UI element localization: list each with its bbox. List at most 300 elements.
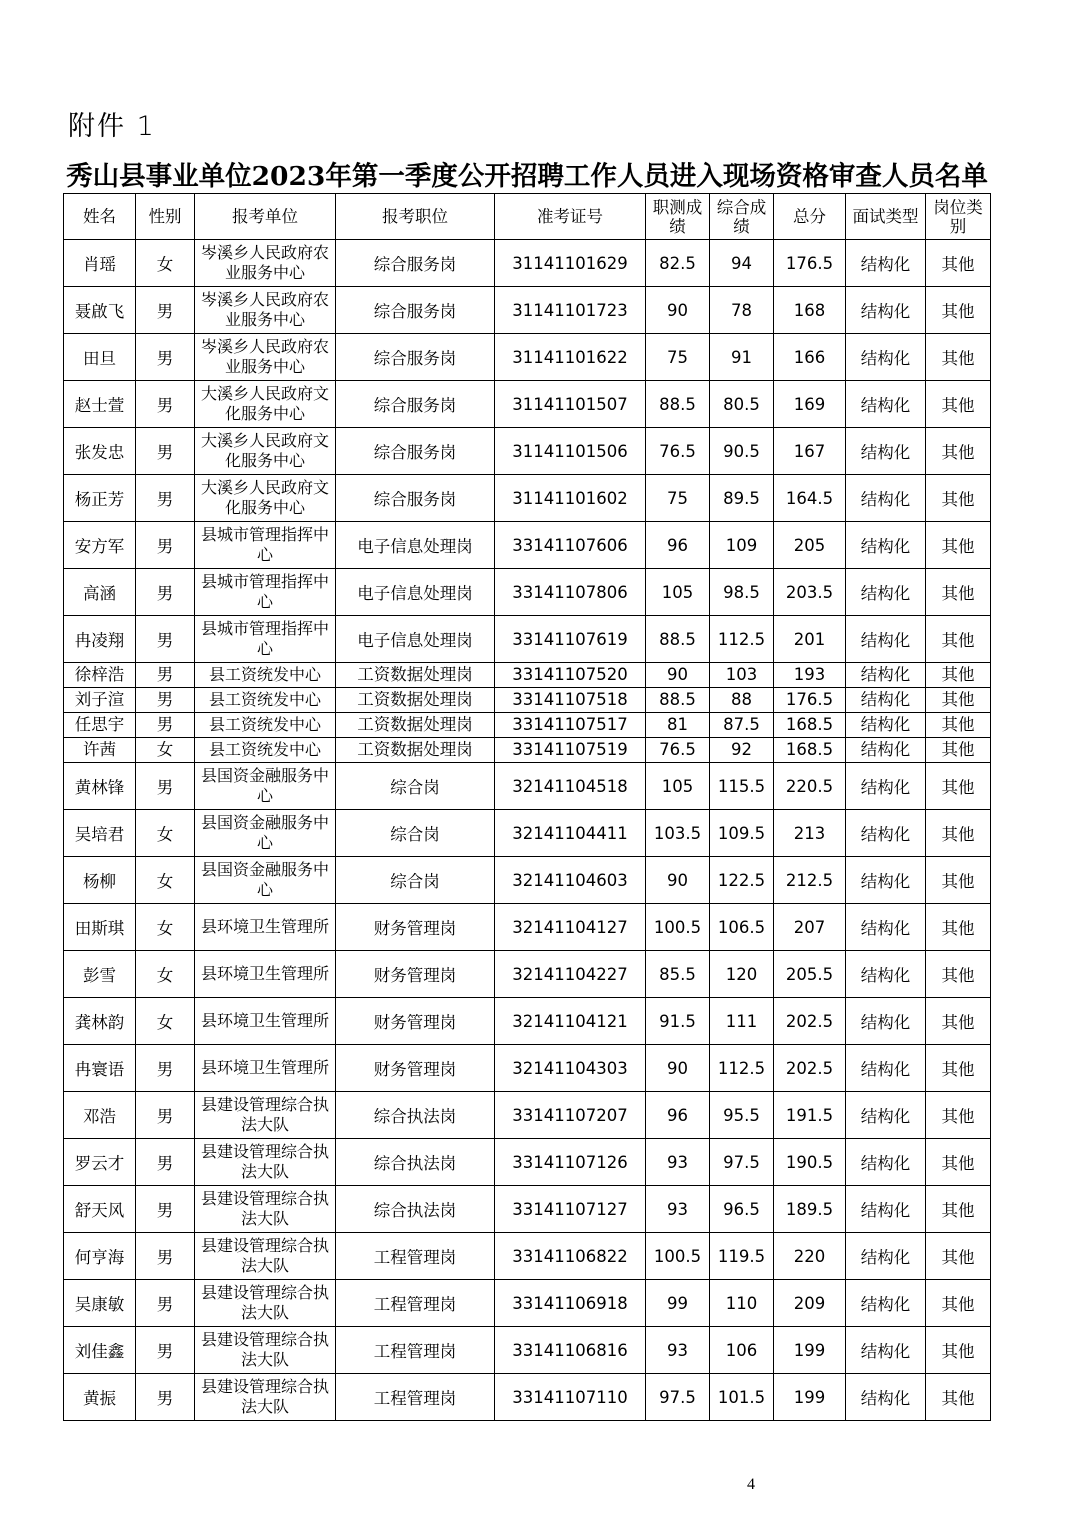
cell-total-score: 205 [774, 522, 846, 569]
cell-position: 工资数据处理岗 [336, 713, 495, 738]
table-row [64, 998, 991, 1045]
cell-post-category: 其他 [926, 1186, 991, 1233]
cell-comprehensive-score: 90.5 [710, 428, 774, 475]
cell-name: 高涵 [64, 569, 136, 616]
cell-interview-type: 结构化 [846, 569, 926, 616]
table-row [64, 1280, 991, 1327]
cell-post-category: 其他 [926, 240, 991, 287]
cell-post-category: 其他 [926, 738, 991, 763]
table-row [64, 240, 991, 287]
cell-position: 综合服务岗 [336, 287, 495, 334]
table-row [64, 810, 991, 857]
cell-post-category: 其他 [926, 1139, 991, 1186]
table-row [64, 1233, 991, 1280]
table-row [64, 763, 991, 810]
table-row [64, 713, 991, 738]
cell-unit: 县建设管理综合执法大队 [195, 1374, 336, 1421]
cell-gender: 男 [136, 763, 195, 810]
cell-post-category: 其他 [926, 810, 991, 857]
table-row [64, 663, 991, 688]
cell-comprehensive-score: 101.5 [710, 1374, 774, 1421]
cell-aptitude-score: 91.5 [646, 998, 710, 1045]
cell-name: 许茜 [64, 738, 136, 763]
cell-position: 综合服务岗 [336, 428, 495, 475]
cell-exam-number: 33141107519 [495, 738, 646, 763]
table-row [64, 428, 991, 475]
cell-name: 安方军 [64, 522, 136, 569]
cell-aptitude-score: 96 [646, 522, 710, 569]
cell-name: 赵士萱 [64, 381, 136, 428]
document-title: 秀山县事业单位2023年第一季度公开招聘工作人员进入现场资格审查人员名单 [66, 161, 988, 192]
cell-total-score: 167 [774, 428, 846, 475]
cell-name: 彭雪 [64, 951, 136, 998]
cell-gender: 男 [136, 287, 195, 334]
cell-unit: 县国资金融服务中心 [195, 810, 336, 857]
cell-exam-number: 32141104603 [495, 857, 646, 904]
cell-unit: 县环境卫生管理所 [195, 1045, 336, 1092]
cell-gender: 男 [136, 713, 195, 738]
cell-position: 电子信息处理岗 [336, 569, 495, 616]
cell-aptitude-score: 81 [646, 713, 710, 738]
cell-gender: 男 [136, 428, 195, 475]
cell-exam-number: 32141104411 [495, 810, 646, 857]
cell-position: 工程管理岗 [336, 1374, 495, 1421]
cell-gender: 女 [136, 951, 195, 998]
cell-interview-type: 结构化 [846, 1139, 926, 1186]
cell-interview-type: 结构化 [846, 763, 926, 810]
cell-name: 黄林锋 [64, 763, 136, 810]
cell-unit: 岑溪乡人民政府农业服务中心 [195, 334, 336, 381]
cell-name: 肖瑶 [64, 240, 136, 287]
cell-unit: 县国资金融服务中心 [195, 763, 336, 810]
header-gender: 性别 [136, 194, 195, 240]
cell-comprehensive-score: 109 [710, 522, 774, 569]
cell-gender: 男 [136, 663, 195, 688]
cell-exam-number: 31141101602 [495, 475, 646, 522]
cell-exam-number: 32141104303 [495, 1045, 646, 1092]
cell-post-category: 其他 [926, 428, 991, 475]
cell-unit: 县建设管理综合执法大队 [195, 1092, 336, 1139]
cell-post-category: 其他 [926, 998, 991, 1045]
cell-total-score: 202.5 [774, 998, 846, 1045]
table-row [64, 738, 991, 763]
table-row [64, 522, 991, 569]
table-row [64, 569, 991, 616]
cell-position: 综合执法岗 [336, 1186, 495, 1233]
cell-position: 工资数据处理岗 [336, 738, 495, 763]
cell-exam-number: 33141107806 [495, 569, 646, 616]
cell-gender: 男 [136, 688, 195, 713]
cell-exam-number: 31141101506 [495, 428, 646, 475]
cell-position: 工程管理岗 [336, 1327, 495, 1374]
cell-comprehensive-score: 88 [710, 688, 774, 713]
cell-exam-number: 32141104518 [495, 763, 646, 810]
cell-position: 财务管理岗 [336, 1045, 495, 1092]
table-row [64, 1092, 991, 1139]
cell-interview-type: 结构化 [846, 663, 926, 688]
cell-comprehensive-score: 122.5 [710, 857, 774, 904]
cell-gender: 女 [136, 998, 195, 1045]
cell-comprehensive-score: 91 [710, 334, 774, 381]
header-interview-type: 面试类型 [846, 194, 926, 240]
cell-unit: 岑溪乡人民政府农业服务中心 [195, 287, 336, 334]
cell-gender: 女 [136, 738, 195, 763]
table-row [64, 951, 991, 998]
cell-comprehensive-score: 119.5 [710, 1233, 774, 1280]
cell-gender: 男 [136, 522, 195, 569]
cell-aptitude-score: 88.5 [646, 616, 710, 663]
cell-aptitude-score: 93 [646, 1186, 710, 1233]
cell-interview-type: 结构化 [846, 287, 926, 334]
cell-post-category: 其他 [926, 904, 991, 951]
cell-position: 综合岗 [336, 763, 495, 810]
cell-aptitude-score: 90 [646, 663, 710, 688]
cell-exam-number: 33141107517 [495, 713, 646, 738]
cell-exam-number: 33141107127 [495, 1186, 646, 1233]
cell-exam-number: 31141101507 [495, 381, 646, 428]
cell-unit: 县工资统发中心 [195, 663, 336, 688]
cell-interview-type: 结构化 [846, 1374, 926, 1421]
cell-aptitude-score: 96 [646, 1092, 710, 1139]
cell-post-category: 其他 [926, 951, 991, 998]
cell-unit: 县环境卫生管理所 [195, 951, 336, 998]
cell-interview-type: 结构化 [846, 951, 926, 998]
cell-comprehensive-score: 106.5 [710, 904, 774, 951]
header-exam-number: 准考证号 [495, 194, 646, 240]
cell-unit: 县建设管理综合执法大队 [195, 1186, 336, 1233]
cell-comprehensive-score: 120 [710, 951, 774, 998]
attachment-label: 附件 1 [68, 111, 156, 142]
cell-aptitude-score: 105 [646, 763, 710, 810]
header-unit: 报考单位 [195, 194, 336, 240]
cell-comprehensive-score: 109.5 [710, 810, 774, 857]
cell-comprehensive-score: 87.5 [710, 713, 774, 738]
cell-interview-type: 结构化 [846, 904, 926, 951]
cell-aptitude-score: 90 [646, 287, 710, 334]
cell-total-score: 209 [774, 1280, 846, 1327]
cell-post-category: 其他 [926, 1092, 991, 1139]
cell-total-score: 199 [774, 1374, 846, 1421]
table-row [64, 1374, 991, 1421]
cell-exam-number: 32141104121 [495, 998, 646, 1045]
cell-exam-number: 32141104127 [495, 904, 646, 951]
cell-unit: 县工资统发中心 [195, 713, 336, 738]
cell-total-score: 205.5 [774, 951, 846, 998]
cell-total-score: 168.5 [774, 738, 846, 763]
cell-name: 何亨海 [64, 1233, 136, 1280]
cell-post-category: 其他 [926, 381, 991, 428]
cell-exam-number: 33141107207 [495, 1092, 646, 1139]
cell-aptitude-score: 90 [646, 1045, 710, 1092]
cell-name: 刘佳鑫 [64, 1327, 136, 1374]
cell-total-score: 191.5 [774, 1092, 846, 1139]
cell-gender: 男 [136, 1374, 195, 1421]
cell-exam-number: 31141101622 [495, 334, 646, 381]
cell-comprehensive-score: 97.5 [710, 1139, 774, 1186]
cell-position: 综合服务岗 [336, 334, 495, 381]
cell-comprehensive-score: 103 [710, 663, 774, 688]
cell-gender: 男 [136, 475, 195, 522]
cell-comprehensive-score: 111 [710, 998, 774, 1045]
cell-unit: 县环境卫生管理所 [195, 998, 336, 1045]
table-row [64, 1139, 991, 1186]
cell-post-category: 其他 [926, 334, 991, 381]
cell-unit: 县建设管理综合执法大队 [195, 1233, 336, 1280]
cell-gender: 男 [136, 1327, 195, 1374]
cell-unit: 县城市管理指挥中心 [195, 522, 336, 569]
cell-interview-type: 结构化 [846, 998, 926, 1045]
cell-unit: 大溪乡人民政府文化服务中心 [195, 381, 336, 428]
cell-exam-number: 33141107518 [495, 688, 646, 713]
cell-aptitude-score: 88.5 [646, 381, 710, 428]
table-row [64, 688, 991, 713]
cell-interview-type: 结构化 [846, 857, 926, 904]
cell-position: 财务管理岗 [336, 951, 495, 998]
cell-total-score: 169 [774, 381, 846, 428]
cell-total-score: 202.5 [774, 1045, 846, 1092]
cell-post-category: 其他 [926, 616, 991, 663]
cell-comprehensive-score: 92 [710, 738, 774, 763]
cell-comprehensive-score: 78 [710, 287, 774, 334]
cell-aptitude-score: 76.5 [646, 738, 710, 763]
cell-exam-number: 33141107520 [495, 663, 646, 688]
cell-position: 财务管理岗 [336, 998, 495, 1045]
cell-interview-type: 结构化 [846, 428, 926, 475]
cell-position: 工资数据处理岗 [336, 663, 495, 688]
cell-interview-type: 结构化 [846, 1092, 926, 1139]
cell-name: 罗云才 [64, 1139, 136, 1186]
cell-position: 综合服务岗 [336, 240, 495, 287]
cell-comprehensive-score: 80.5 [710, 381, 774, 428]
cell-total-score: 189.5 [774, 1186, 846, 1233]
cell-exam-number: 33141106822 [495, 1233, 646, 1280]
cell-total-score: 190.5 [774, 1139, 846, 1186]
cell-comprehensive-score: 98.5 [710, 569, 774, 616]
cell-aptitude-score: 76.5 [646, 428, 710, 475]
table-row [64, 857, 991, 904]
table-row [64, 1186, 991, 1233]
cell-aptitude-score: 75 [646, 334, 710, 381]
cell-total-score: 199 [774, 1327, 846, 1374]
cell-gender: 女 [136, 904, 195, 951]
table-row [64, 1327, 991, 1374]
cell-total-score: 203.5 [774, 569, 846, 616]
cell-total-score: 164.5 [774, 475, 846, 522]
cell-aptitude-score: 93 [646, 1327, 710, 1374]
cell-interview-type: 结构化 [846, 616, 926, 663]
cell-name: 吴康敏 [64, 1280, 136, 1327]
cell-name: 邓浩 [64, 1092, 136, 1139]
cell-position: 工程管理岗 [336, 1280, 495, 1327]
cell-comprehensive-score: 94 [710, 240, 774, 287]
cell-total-score: 176.5 [774, 240, 846, 287]
cell-interview-type: 结构化 [846, 713, 926, 738]
cell-interview-type: 结构化 [846, 1045, 926, 1092]
candidate-table [63, 193, 991, 1421]
cell-comprehensive-score: 112.5 [710, 616, 774, 663]
cell-exam-number: 33141107606 [495, 522, 646, 569]
cell-position: 财务管理岗 [336, 904, 495, 951]
cell-aptitude-score: 100.5 [646, 1233, 710, 1280]
cell-gender: 男 [136, 1186, 195, 1233]
cell-aptitude-score: 97.5 [646, 1374, 710, 1421]
cell-exam-number: 33141107126 [495, 1139, 646, 1186]
cell-unit: 县环境卫生管理所 [195, 904, 336, 951]
cell-gender: 男 [136, 1092, 195, 1139]
cell-interview-type: 结构化 [846, 1280, 926, 1327]
cell-unit: 县城市管理指挥中心 [195, 616, 336, 663]
cell-name: 徐梓浩 [64, 663, 136, 688]
cell-post-category: 其他 [926, 287, 991, 334]
table-row [64, 287, 991, 334]
table-row [64, 904, 991, 951]
cell-name: 杨柳 [64, 857, 136, 904]
cell-position: 综合服务岗 [336, 475, 495, 522]
cell-name: 刘子渲 [64, 688, 136, 713]
cell-interview-type: 结构化 [846, 381, 926, 428]
cell-post-category: 其他 [926, 1280, 991, 1327]
cell-gender: 男 [136, 1139, 195, 1186]
cell-post-category: 其他 [926, 1045, 991, 1092]
cell-name: 龚林韵 [64, 998, 136, 1045]
table-header-row [64, 194, 991, 240]
cell-post-category: 其他 [926, 569, 991, 616]
cell-comprehensive-score: 115.5 [710, 763, 774, 810]
cell-unit: 县建设管理综合执法大队 [195, 1139, 336, 1186]
cell-position: 综合执法岗 [336, 1092, 495, 1139]
cell-gender: 男 [136, 1233, 195, 1280]
cell-unit: 大溪乡人民政府文化服务中心 [195, 475, 336, 522]
cell-name: 聂啟飞 [64, 287, 136, 334]
cell-unit: 县国资金融服务中心 [195, 857, 336, 904]
cell-interview-type: 结构化 [846, 1233, 926, 1280]
header-post-category: 岗位类别 [926, 194, 991, 240]
cell-unit: 岑溪乡人民政府农业服务中心 [195, 240, 336, 287]
cell-interview-type: 结构化 [846, 240, 926, 287]
cell-name: 田旦 [64, 334, 136, 381]
cell-total-score: 213 [774, 810, 846, 857]
header-aptitude-score: 职测成绩 [646, 194, 710, 240]
table-row [64, 475, 991, 522]
cell-total-score: 168 [774, 287, 846, 334]
cell-comprehensive-score: 89.5 [710, 475, 774, 522]
table-row [64, 334, 991, 381]
cell-post-category: 其他 [926, 1327, 991, 1374]
cell-name: 田斯琪 [64, 904, 136, 951]
cell-post-category: 其他 [926, 1233, 991, 1280]
cell-aptitude-score: 90 [646, 857, 710, 904]
table-row [64, 381, 991, 428]
cell-interview-type: 结构化 [846, 1186, 926, 1233]
cell-position: 电子信息处理岗 [336, 522, 495, 569]
cell-total-score: 193 [774, 663, 846, 688]
cell-exam-number: 33141106918 [495, 1280, 646, 1327]
cell-exam-number: 31141101629 [495, 240, 646, 287]
cell-position: 综合执法岗 [336, 1139, 495, 1186]
cell-gender: 女 [136, 857, 195, 904]
table-row [64, 1045, 991, 1092]
cell-interview-type: 结构化 [846, 1327, 926, 1374]
cell-post-category: 其他 [926, 522, 991, 569]
cell-gender: 女 [136, 810, 195, 857]
cell-comprehensive-score: 96.5 [710, 1186, 774, 1233]
cell-gender: 男 [136, 616, 195, 663]
cell-gender: 男 [136, 569, 195, 616]
header-total-score: 总分 [774, 194, 846, 240]
cell-unit: 大溪乡人民政府文化服务中心 [195, 428, 336, 475]
cell-unit: 县建设管理综合执法大队 [195, 1327, 336, 1374]
cell-interview-type: 结构化 [846, 688, 926, 713]
cell-total-score: 220 [774, 1233, 846, 1280]
header-position: 报考职位 [336, 194, 495, 240]
cell-unit: 县工资统发中心 [195, 738, 336, 763]
cell-gender: 男 [136, 1280, 195, 1327]
cell-position: 工程管理岗 [336, 1233, 495, 1280]
cell-aptitude-score: 100.5 [646, 904, 710, 951]
cell-comprehensive-score: 112.5 [710, 1045, 774, 1092]
cell-post-category: 其他 [926, 1374, 991, 1421]
cell-comprehensive-score: 106 [710, 1327, 774, 1374]
cell-post-category: 其他 [926, 763, 991, 810]
cell-interview-type: 结构化 [846, 334, 926, 381]
page-number: 4 [747, 1476, 755, 1493]
cell-position: 电子信息处理岗 [336, 616, 495, 663]
cell-name: 冉凌翔 [64, 616, 136, 663]
cell-aptitude-score: 103.5 [646, 810, 710, 857]
cell-post-category: 其他 [926, 688, 991, 713]
cell-name: 冉寰语 [64, 1045, 136, 1092]
cell-unit: 县工资统发中心 [195, 688, 336, 713]
cell-gender: 男 [136, 334, 195, 381]
cell-aptitude-score: 88.5 [646, 688, 710, 713]
table-row [64, 616, 991, 663]
cell-aptitude-score: 105 [646, 569, 710, 616]
cell-exam-number: 33141107110 [495, 1374, 646, 1421]
cell-total-score: 207 [774, 904, 846, 951]
cell-interview-type: 结构化 [846, 475, 926, 522]
cell-position: 工资数据处理岗 [336, 688, 495, 713]
cell-aptitude-score: 82.5 [646, 240, 710, 287]
cell-post-category: 其他 [926, 475, 991, 522]
cell-total-score: 176.5 [774, 688, 846, 713]
cell-post-category: 其他 [926, 713, 991, 738]
cell-comprehensive-score: 110 [710, 1280, 774, 1327]
cell-unit: 县建设管理综合执法大队 [195, 1280, 336, 1327]
cell-gender: 女 [136, 240, 195, 287]
cell-exam-number: 33141106816 [495, 1327, 646, 1374]
cell-name: 吴培君 [64, 810, 136, 857]
cell-interview-type: 结构化 [846, 738, 926, 763]
cell-exam-number: 32141104227 [495, 951, 646, 998]
header-comprehensive-score: 综合成绩 [710, 194, 774, 240]
cell-name: 杨正芳 [64, 475, 136, 522]
cell-aptitude-score: 93 [646, 1139, 710, 1186]
cell-exam-number: 31141101723 [495, 287, 646, 334]
cell-aptitude-score: 85.5 [646, 951, 710, 998]
cell-position: 综合岗 [336, 810, 495, 857]
cell-aptitude-score: 99 [646, 1280, 710, 1327]
cell-name: 任思宇 [64, 713, 136, 738]
cell-gender: 男 [136, 1045, 195, 1092]
cell-interview-type: 结构化 [846, 522, 926, 569]
cell-comprehensive-score: 95.5 [710, 1092, 774, 1139]
cell-name: 舒天风 [64, 1186, 136, 1233]
cell-interview-type: 结构化 [846, 810, 926, 857]
cell-post-category: 其他 [926, 663, 991, 688]
cell-position: 综合服务岗 [336, 381, 495, 428]
cell-total-score: 212.5 [774, 857, 846, 904]
cell-total-score: 166 [774, 334, 846, 381]
